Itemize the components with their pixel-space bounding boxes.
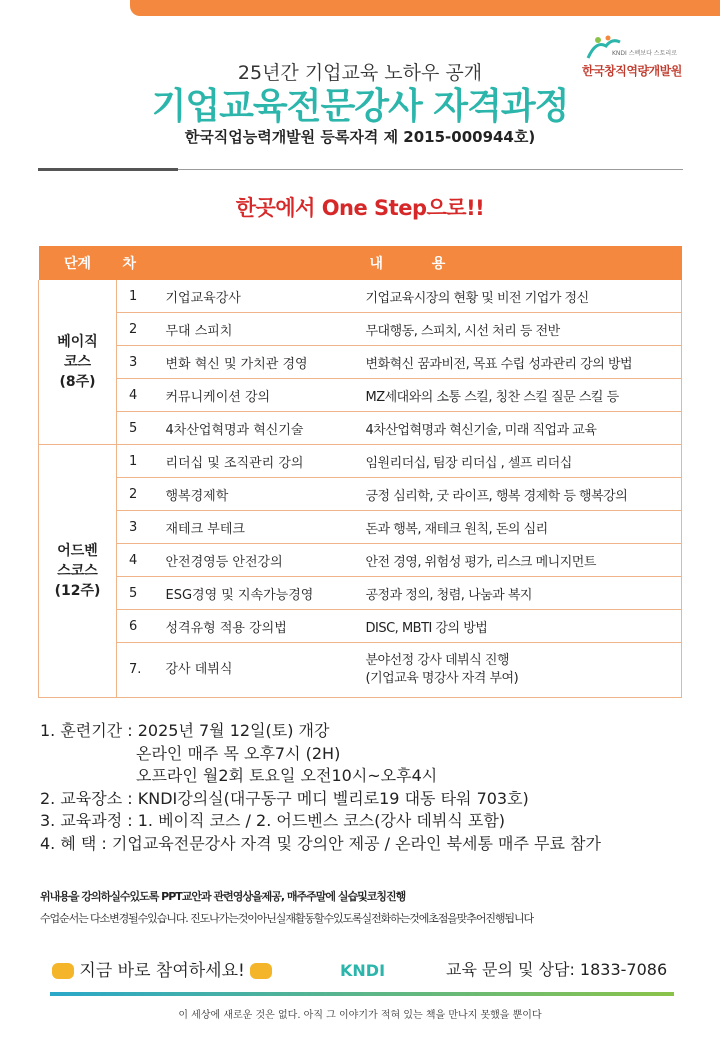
logo-name: 한국창직역량개발원 xyxy=(582,64,682,78)
table-row xyxy=(39,313,682,346)
row-number: 1 xyxy=(117,445,166,478)
row-title: 변화 혁신 및 가치관 경영 xyxy=(166,346,366,379)
row-content: 기업교육시장의 현황 및 비전 기업가 정신 xyxy=(366,280,682,313)
info-training-period: 1. 훈련기간 : 2025년 7월 12일(토) 개강 xyxy=(40,721,330,740)
row-content: 공정과 정의, 청렴, 나눔과 복지 xyxy=(366,577,682,610)
top-orange-stripe xyxy=(130,0,720,16)
course-table xyxy=(38,246,682,698)
row-number: 1 xyxy=(117,280,166,313)
row-content: 변화혁신 꿈과비전, 목표 수립 성과관리 강의 방법 xyxy=(366,346,682,379)
page-subtitle: 25년간 기업교육 노하우 공개 xyxy=(237,62,483,84)
table-row xyxy=(39,280,682,313)
row-title: 커뮤니케이션 강의 xyxy=(166,379,366,412)
cta-text: 지금 바로 참여하세요! xyxy=(79,961,245,981)
row-number: 3 xyxy=(117,346,166,379)
row-content: 안전 경영, 위험성 평가, 리스크 메니지먼트 xyxy=(366,544,682,577)
row-title: 기업교육강사 xyxy=(166,280,366,313)
pointing-hand-right-icon xyxy=(52,963,74,979)
row-number: 5 xyxy=(117,412,166,445)
header-divider xyxy=(38,169,683,170)
row-number: 3 xyxy=(117,511,166,544)
info-location: 2. 교육장소 : KNDI강의실(대구동구 메디 벨리로19 대동 타워 703호) xyxy=(40,788,529,808)
advanced-stage-label: 어드벤 스코스 (12주) xyxy=(39,445,117,698)
row-title: 성격유형 적용 강의법 xyxy=(166,610,366,643)
basic-stage-label: 베이직 코스 (8주) xyxy=(39,280,117,445)
col-stage-header: 단계 xyxy=(39,246,117,280)
table-row xyxy=(39,346,682,379)
advanced-course-rows xyxy=(39,445,682,698)
table-row xyxy=(39,478,682,511)
row-number: 4 xyxy=(117,544,166,577)
row-content: DISC, MBTI 강의 방법 xyxy=(366,610,682,643)
call-to-action xyxy=(52,956,272,981)
row-number: 4 xyxy=(117,379,166,412)
table-row xyxy=(39,379,682,412)
table-row xyxy=(39,577,682,610)
footer-quote: 이 세상에 새로운 것은 없다. 아직 그 이야기가 적혀 있는 책을 만나지 못했을 뿐이다 xyxy=(178,1010,542,1021)
row-content: 돈과 행복, 재테크 원칙, 돈의 심리 xyxy=(366,511,682,544)
table-row xyxy=(39,445,682,478)
row-content: 무대행동, 스피치, 시선 처리 등 전반 xyxy=(366,313,682,346)
row-number: 2 xyxy=(117,478,166,511)
bottom-gradient-line xyxy=(50,992,674,996)
contact-info: 교육 문의 및 상담: 1833-7086 xyxy=(446,960,668,979)
row-number: 5 xyxy=(117,577,166,610)
pointing-hand-left-icon xyxy=(250,963,272,979)
info-benefits: 4. 혜 택 : 기업교육전문강사 자격 및 강의안 제공 / 온라인 북세통 매주 무료 참가 xyxy=(40,833,601,853)
table-row xyxy=(39,610,682,643)
row-number: 7. xyxy=(117,643,166,698)
table-row xyxy=(39,412,682,445)
row-title: 행복경제학 xyxy=(166,478,366,511)
info-offline-schedule: 오프라인 월2회 토요일 오전10시~오후4시 xyxy=(136,766,438,785)
row-title: ESG경영 및 지속가능경영 xyxy=(166,577,366,610)
basic-course-rows xyxy=(39,280,682,445)
col-content-header: 내 용 xyxy=(366,246,682,280)
table-row xyxy=(39,511,682,544)
row-number: 2 xyxy=(117,313,166,346)
info-online-schedule: 온라인 매주 목 오후7시 (2H) xyxy=(136,743,341,763)
row-title: 안전경영등 안전강의 xyxy=(166,544,366,577)
table-header-row xyxy=(39,246,682,280)
row-title: 강사 데뷔식 xyxy=(166,643,366,698)
table-row xyxy=(39,544,682,577)
brand-kndi: KNDI xyxy=(340,961,386,980)
top-banner-bar xyxy=(0,0,720,16)
row-content: 긍정 심리학, 굿 라이프, 행복 경제학 등 행복강의 xyxy=(366,478,682,511)
table-row xyxy=(39,643,682,698)
slogan: 한곳에서 One Step으로!! xyxy=(235,196,485,220)
row-number: 6 xyxy=(117,610,166,643)
row-title: 재테크 부테크 xyxy=(166,511,366,544)
col-order-header: 차 xyxy=(117,246,166,280)
row-content: 분야선정 강사 데뷔식 진행 (기업교육 명강사 자격 부여) xyxy=(366,643,682,698)
info-curriculum: 3. 교육과정 : 1. 베이직 코스 / 2. 어드벤스 코스(강사 데뷔식 포함) xyxy=(40,811,506,830)
row-content: 4차산업혁명과 혁신기술, 미래 직업과 교육 xyxy=(366,412,682,445)
course-info xyxy=(40,720,601,855)
note-schedule-change: 수업순서는 다소변경될수있습니다. 진도나가는것이아닌실재활동할수있도록실전화하는것에초점을맞추어진행됩니다 xyxy=(40,912,534,925)
logo-tagline: KNDI 스펙보다 스토리로 xyxy=(612,50,677,57)
page-title: 기업교육전문강사 자격과정 xyxy=(151,86,569,127)
note-materials: 위내용을 강의하실수있도록 PPT교안과 관련영상을제공, 매주주말에 실습및코칭진행 xyxy=(40,890,406,903)
row-title: 4차산업혁명과 혁신기술 xyxy=(166,412,366,445)
row-content: MZ세대와의 소통 스킬, 칭찬 스킬 질문 스킬 등 xyxy=(366,379,682,412)
row-content: 임원리더십, 팀장 리더십 , 셀프 리더십 xyxy=(366,445,682,478)
row-title: 무대 스피치 xyxy=(166,313,366,346)
registration-number: 한국직업능력개발원 등록자격 제 2015-000944호) xyxy=(184,128,536,146)
row-title: 리더십 및 조직관리 강의 xyxy=(166,445,366,478)
